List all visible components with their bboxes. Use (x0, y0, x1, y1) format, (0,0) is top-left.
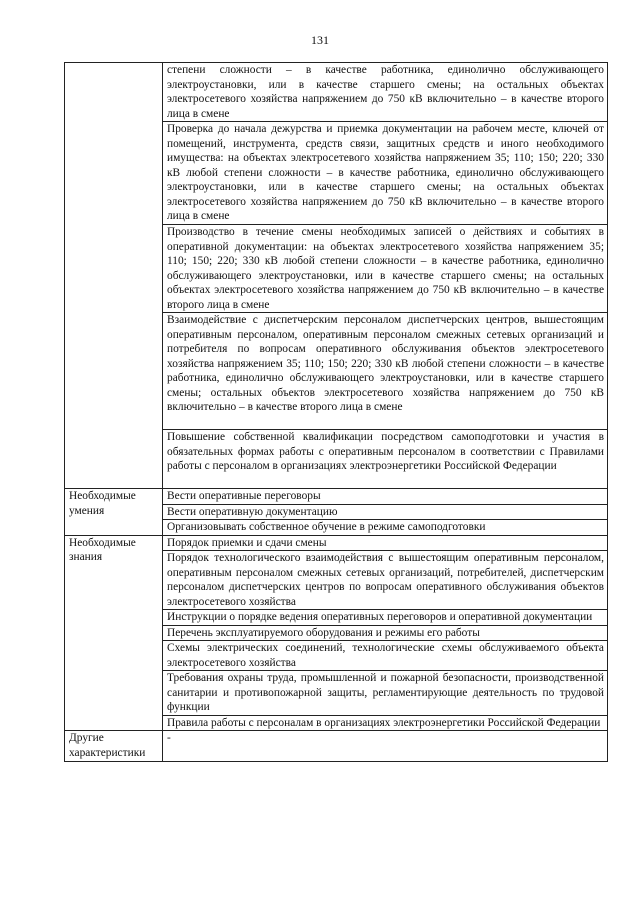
competency-table (64, 62, 608, 762)
action-item: Взаимодействие с диспетчерским персоналом диспетчерских центров, вышестоящим оперативным персоналом, оперативным персоналом смежных сетевых организаций и потребителя по вопросам оперативного обслуживания объектов электросетевого хозяйства напряжением 35; 110; 150; 220; 330 кВ любой степени сложности – в качестве работника, единолично обслуживающего электроустановки, или в качестве старшего смены; остальных объектов электросетевого хозяйства напряжением до 750 кВ включительно – в качестве второго лица в смене (163, 313, 608, 430)
skill-item: Организовывать собственное обучение в режиме самоподготовки (163, 520, 608, 536)
knowledge-label: Необходимые знания (65, 535, 163, 731)
knowledge-item: Инструкции о порядке ведения оперативных переговоров и оперативной документации (163, 610, 608, 626)
action-item: степени сложности – в качестве работника, единолично обслуживающего электроустановки, или в качестве старшего смены; на остальных объектах электросетевого хозяйства напряжением до 750 кВ включительно – в качестве второго лица в смене (163, 63, 608, 122)
table-row (65, 63, 608, 122)
action-item: Проверка до начала дежурства и приемка документации на рабочем месте, ключей от помещений, инструмента, средств связи, защитных средств и иного необходимого имущества: на объектах электросетевого хозяйства напряжением 35; 110; 150; 220; 330 кВ любой степени сложности – в качестве работника, единолично обслуживающего электроустановки, или в качестве старшего смены; на остальных объектах электросетевого хозяйства напряжением до 750 кВ включительно – в качестве второго лица в смене (163, 122, 608, 225)
knowledge-item: Порядок приемки и сдачи смены (163, 535, 608, 551)
actions-label-cell (65, 63, 163, 489)
knowledge-item: Порядок технологического взаимодействия с вышестоящим оперативным персоналом, оперативным персоналом смежных сетевых организаций, потребителей, диспетчерским персоналом диспетчерских центров по вопросам оперативного обслуживания объектов электросетевого хозяйства (163, 551, 608, 610)
knowledge-item: Правила работы с персоналам в организациях электроэнергетики Российской Федерации (163, 715, 608, 731)
other-label: Другие характеристики (65, 731, 163, 762)
table-row (65, 489, 608, 505)
other-value: - (163, 731, 608, 762)
skill-item: Вести оперативную документацию (163, 504, 608, 520)
skill-item: Вести оперативные переговоры (163, 489, 608, 505)
skills-label: Необходимые умения (65, 489, 163, 536)
page-number: 131 (311, 33, 329, 47)
table-row (65, 535, 608, 551)
knowledge-item: Перечень эксплуатируемого оборудования и режимы его работы (163, 625, 608, 641)
action-item: Производство в течение смены необходимых записей о действиях и событиях в оперативной документации: на объектах электросетевого хозяйства напряжением 35; 110; 150; 220; 330 кВ любой степени сложности – в качестве работника, единолично обслуживающего электроустановки, или в качестве старшего смены; на остальных объектах электросетевого хозяйства напряжением до 750 кВ включительно – в качестве второго лица в смене (163, 225, 608, 313)
knowledge-item: Требования охраны труда, промышленной и пожарной безопасности, производственной санитарии и противопожарной защиты, регламентирующие деятельность по трудовой функции (163, 671, 608, 716)
table-row (65, 731, 608, 762)
knowledge-item: Схемы электрических соединений, технологические схемы обслуживаемого объекта электросетевого хозяйства (163, 641, 608, 671)
action-item: Повышение собственной квалификации посредством самоподготовки и участия в обязательных формах работы с оперативным персоналом в соответствии с Правилами работы с персоналом в организациях электроэнергетики Российской Федерации (163, 430, 608, 489)
